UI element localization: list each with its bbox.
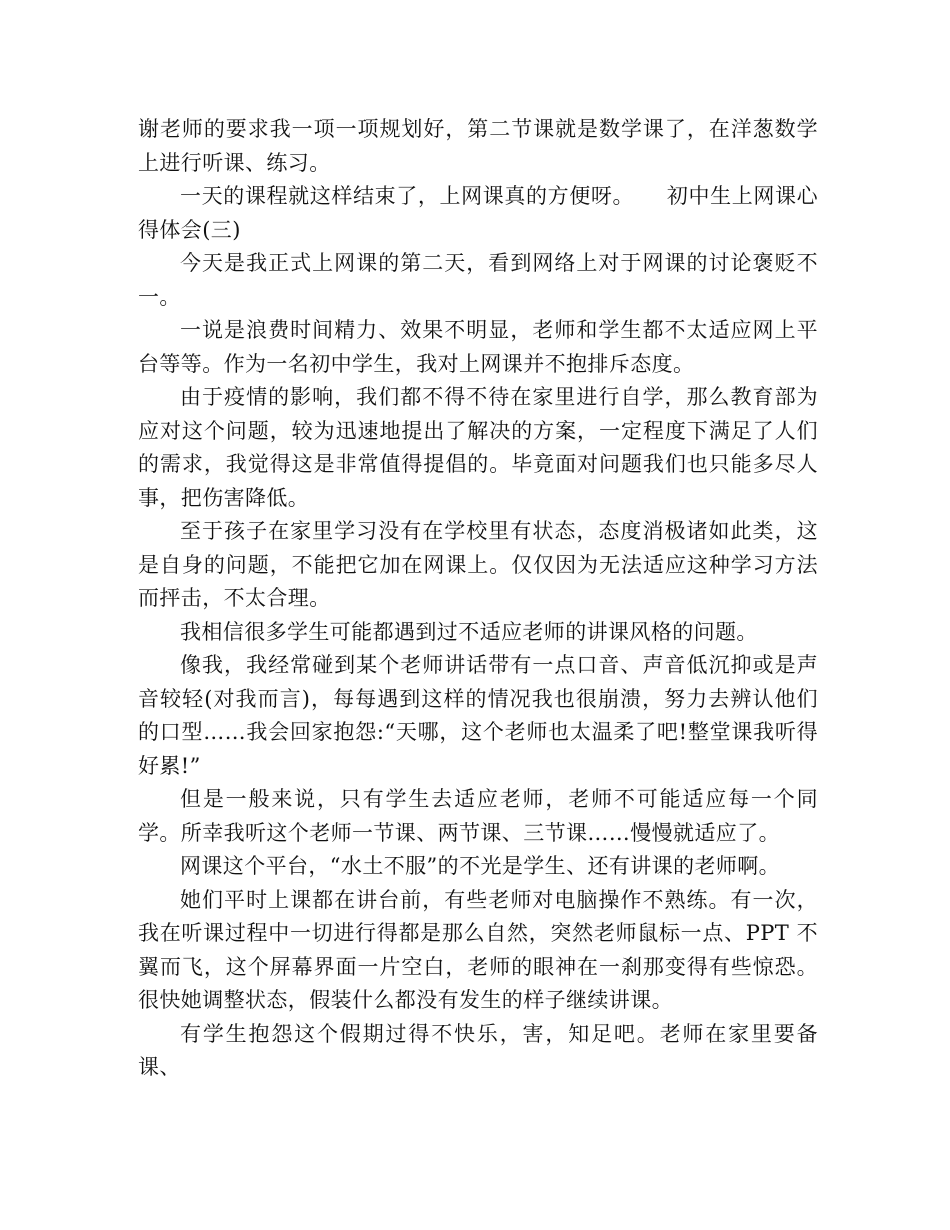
document-body (138, 113, 818, 1085)
paragraph-5: 由于疫情的影响，我们都不得不待在家里进行自学，那么教育部为应对这个问题，较为迅速地提出了解决的方案，一定程度下满足了人们的需求，我觉得这是非常值得提倡的。毕竟面对问题我们也只能多尽人事，把伤害降低。 (138, 385, 818, 510)
paragraph-6: 至于孩子在家里学习没有在学校里有状态，态度消极诸如此类，这是自身的问题，不能把它加在网课上。仅仅因为无法适应这种学习方法而抨击，不太合理。 (138, 519, 818, 610)
paragraph-3: 今天是我正式上网课的第二天，看到网络上对于网课的讨论褒贬不一。 (138, 251, 818, 309)
paragraph-11: 她们平时上课都在讲台前，有些老师对电脑操作不熟练。有一次，我在听课过程中一切进行得都是那么自然，突然老师鼠标一点、PPT 不翼而飞，这个屏幕界面一片空白，老师的眼神在一刹那变得有些惊恐。很快她调整状态，假装什么都没有发生的样子继续讲课。 (138, 887, 818, 1012)
paragraph-12: 有学生抱怨这个假期过得不快乐，害，知足吧。老师在家里要备课、 (138, 1021, 818, 1079)
paragraph-9: 但是一般来说，只有学生去适应老师，老师不可能适应每一个同学。所幸我听这个老师一节课、两节课、三节课……慢慢就适应了。 (138, 787, 818, 845)
paragraph-7: 我相信很多学生可能都遇到过不适应老师的讲课风格的问题。 (180, 619, 758, 644)
paragraph-8: 像我，我经常碰到某个老师讲话带有一点口音、声音低沉抑或是声音较轻(对我而言)，每每遇到这样的情况我也很崩溃，努力去辨认他们的口型……我会回家抱怨:“天哪，这个老师也太温柔了吧!整堂课我听得好累!” (138, 653, 818, 778)
paragraph-4: 一说是浪费时间精力、效果不明显，老师和学生都不太适应网上平台等等。作为一名初中学生，我对上网课并不抱排斥态度。 (138, 318, 818, 376)
paragraph-1: 谢老师的要求我一项一项规划好，第二节课就是数学课了，在洋葱数学上进行听课、练习。 (138, 117, 818, 175)
paragraph-10: 网课这个平台，“水土不服”的不光是学生、还有讲课的老师啊。 (180, 854, 781, 878)
paragraph-2: 一天的课程就这样结束了，上网课真的方便呀。 初中生上网课心得体会(三) (138, 184, 818, 242)
